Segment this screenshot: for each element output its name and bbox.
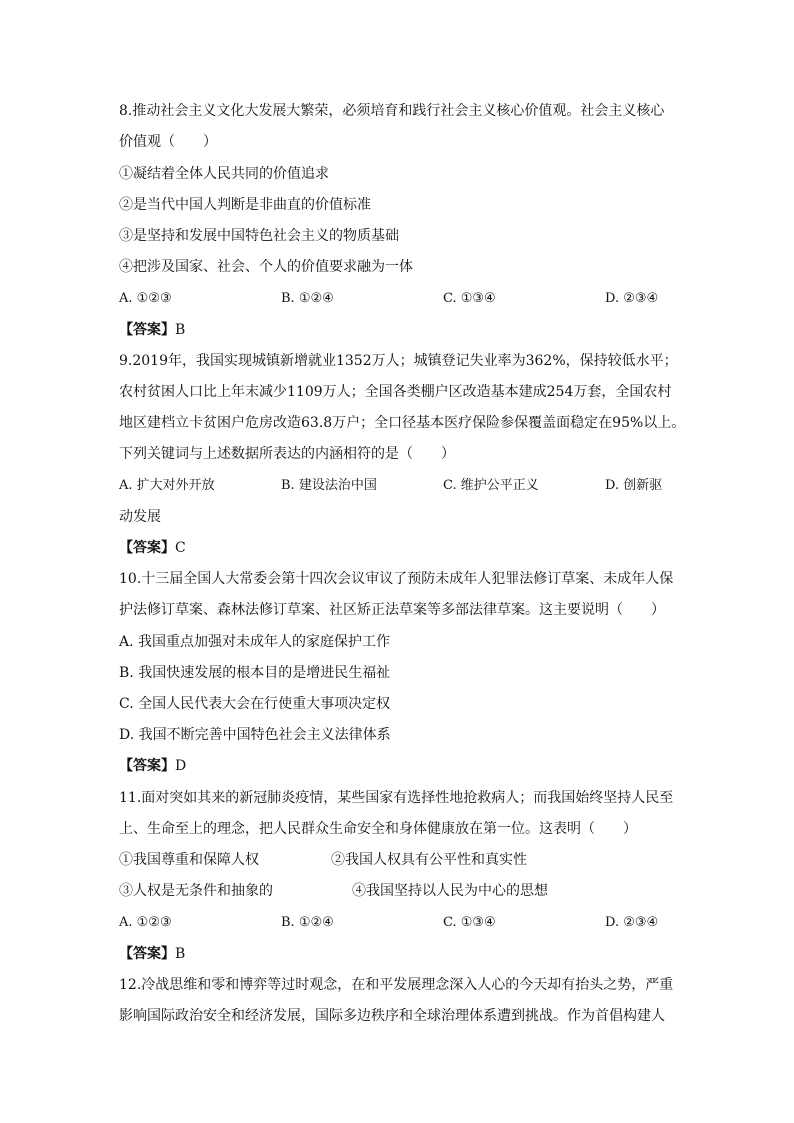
q12-stem-line2: 影响国际政治安全和经济发展，国际多边秩序和全球治理体系遭到挑战。作为首倡构建人 — [119, 1008, 665, 1024]
answer-value: B — [175, 946, 186, 962]
q10-option-c: C. 全国人民代表大会在行使重大事项决定权 — [119, 696, 391, 712]
q11-option-c: C. ①③④ — [443, 915, 496, 930]
q12-stem-line1: 12.冷战思维和零和博弈等过时观念，在和平发展理念深入人心的今天却有抬头之势，严重 — [119, 977, 674, 993]
answer-value: D — [175, 758, 187, 774]
q11-answer — [119, 944, 185, 964]
q8-stem-line2: 价值观（ ） — [119, 134, 217, 150]
answer-value: B — [175, 322, 186, 338]
q9-option-c: C. 维护公平正义 — [443, 478, 539, 493]
answer-label: 【答案】 — [119, 758, 175, 774]
q11-option-d: D. ②③④ — [605, 915, 659, 930]
q9-stem-line3: 地区建档立卡贫困户危房改造63.8万户；全口径基本医疗保险参保覆盖面稳定在95%以上。 — [119, 415, 686, 431]
q10-option-d: D. 我国不断完善中国特色社会主义法律体系 — [119, 727, 391, 743]
q9-option-d: D. 创新驱 — [605, 478, 663, 493]
q10-option-a: A. 我国重点加强对未成年人的家庭保护工作 — [119, 634, 391, 650]
q10-option-b: B. 我国快速发展的根本目的是增进民生福祉 — [119, 665, 391, 681]
q11-stem-line1: 11.面对突如其来的新冠肺炎疫情，某些国家有选择性地抢救病人；而我国始终坚持人民至 — [119, 790, 674, 806]
q8-option-c: C. ①③④ — [443, 291, 496, 306]
q8-stem-line1: 8.推动社会主义文化大发展大繁荣，必须培育和践行社会主义核心价值观。社会主义核心 — [119, 103, 665, 119]
q8-item-1: ①凝结着全体人民共同的价值追求 — [119, 166, 329, 182]
q8-item-4: ④把涉及国家、社会、个人的价值要求融为一体 — [119, 259, 413, 275]
answer-label: 【答案】 — [119, 322, 175, 338]
q11-stem-line2: 上、生命至上的理念，把人民群众生命安全和身体健康放在第一位。这表明（ ） — [119, 821, 637, 837]
q9-stem-line2: 农村贫困人口比上年末减少1109万人；全国各类棚户区改造基本建成254万套，全国农村 — [119, 384, 672, 400]
answer-label: 【答案】 — [119, 540, 175, 556]
q9-option-d-continued: 动发展 — [119, 509, 161, 525]
q9-stem-line1: 9.2019年，我国实现城镇新增就业1352万人；城镇登记失业率为362%，保持较低水平； — [119, 353, 678, 369]
q8-option-d: D. ②③④ — [605, 291, 659, 306]
q9-option-b: B. 建设法治中国 — [281, 478, 377, 493]
q9-option-a: A. 扩大对外开放 — [119, 478, 215, 493]
q11-item-3: ③人权是无条件和抽象的 — [119, 883, 273, 899]
q8-item-2: ②是当代中国人判断是非曲直的价值标准 — [119, 197, 371, 213]
q10-stem-line2: 护法修订草案、森林法修订草案、社区矫正法草案等多部法律草案。这主要说明（ ） — [119, 602, 665, 618]
q8-answer — [119, 320, 185, 340]
q11-item-4: ④我国坚持以人民为中心的思想 — [352, 883, 548, 899]
q8-option-a: A. ①②③ — [119, 291, 172, 306]
q8-option-b: B. ①②④ — [281, 291, 334, 306]
q11-option-a: A. ①②③ — [119, 915, 172, 930]
q10-answer — [119, 756, 186, 776]
q9-answer — [119, 538, 186, 558]
q8-item-3: ③是坚持和发展中国特色社会主义的物质基础 — [119, 228, 399, 244]
q9-stem-line4: 下列关键词与上述数据所表达的内涵相符的是（ ） — [119, 446, 455, 462]
q11-option-b: B. ①②④ — [281, 915, 334, 930]
q11-item-1: ①我国尊重和保障人权 — [119, 852, 259, 868]
answer-value: C — [175, 540, 186, 556]
q10-stem-line1: 10.十三届全国人大常委会第十四次会议审议了预防未成年人犯罪法修订草案、未成年人保 — [119, 571, 674, 587]
answer-label: 【答案】 — [119, 946, 175, 962]
q11-item-2: ②我国人权具有公平性和真实性 — [331, 852, 527, 868]
